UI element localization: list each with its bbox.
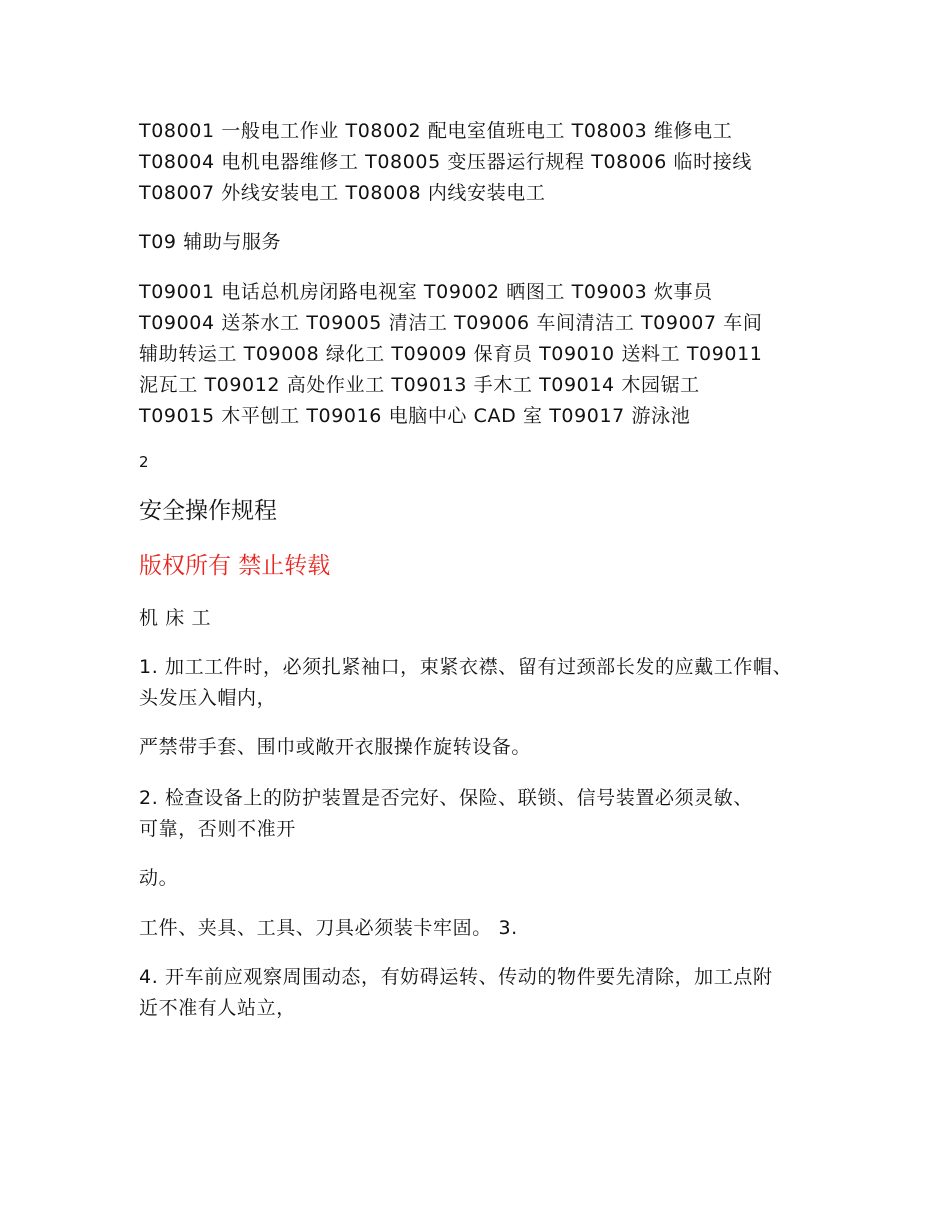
rule-1-line: 严禁带手套、围巾或敞开衣服操作旋转设备。	[139, 736, 532, 758]
section-subtitle: 机 床 工	[139, 607, 212, 629]
code-list-line: T08001 一般电工作业 T08002 配电室值班电工 T08003 维修电工	[139, 120, 733, 142]
rule-4-line: 4. 开车前应观察周围动态，有妨碍运转、传动的物件要先清除，加工点附	[139, 966, 773, 988]
rule-4-line: 近不准有人站立，	[139, 997, 296, 1019]
document-title: 安全操作规程	[139, 498, 277, 524]
code-list-line: T09015 木平刨工 T09016 电脑中心 CAD 室 T09017 游泳池	[139, 405, 691, 427]
rule-3-line: 工件、夹具、工具、刀具必须装卡牢固。 3.	[139, 917, 518, 939]
page-number: 2	[139, 453, 149, 471]
code-list-line: 泥瓦工 T09012 高处作业工 T09013 手木工 T09014 木园锯工	[139, 374, 700, 396]
code-list-line: T08007 外线安装电工 T08008 内线安装电工	[139, 182, 546, 204]
code-list-line: 辅助转运工 T09008 绿化工 T09009 保育员 T09010 送料工 T09011	[139, 343, 763, 365]
code-list-line: T09004 送茶水工 T09005 清洁工 T09006 车间清洁工 T09007 车间	[139, 312, 763, 334]
rule-2-line: 动。	[139, 867, 179, 889]
rule-1-line: 1. 加工工件时，必须扎紧袖口，束紧衣襟、留有过颈部长发的应戴工作帽、	[139, 656, 793, 678]
copyright-notice: 版权所有 禁止转载	[139, 553, 331, 579]
code-list-line: T09001 电话总机房闭路电视室 T09002 晒图工 T09003 炊事员	[139, 281, 713, 303]
rule-1-line: 头发压入帽内，	[139, 687, 277, 709]
rule-2-line: 可靠，否则不准开	[139, 818, 296, 840]
rule-2-line: 2. 检查设备上的防护装置是否完好、保险、联锁、信号装置必须灵敏、	[139, 787, 753, 809]
section-heading-t09: T09 辅助与服务	[139, 231, 282, 253]
code-list-line: T08004 电机电器维修工 T08005 变压器运行规程 T08006 临时接线	[139, 151, 752, 173]
